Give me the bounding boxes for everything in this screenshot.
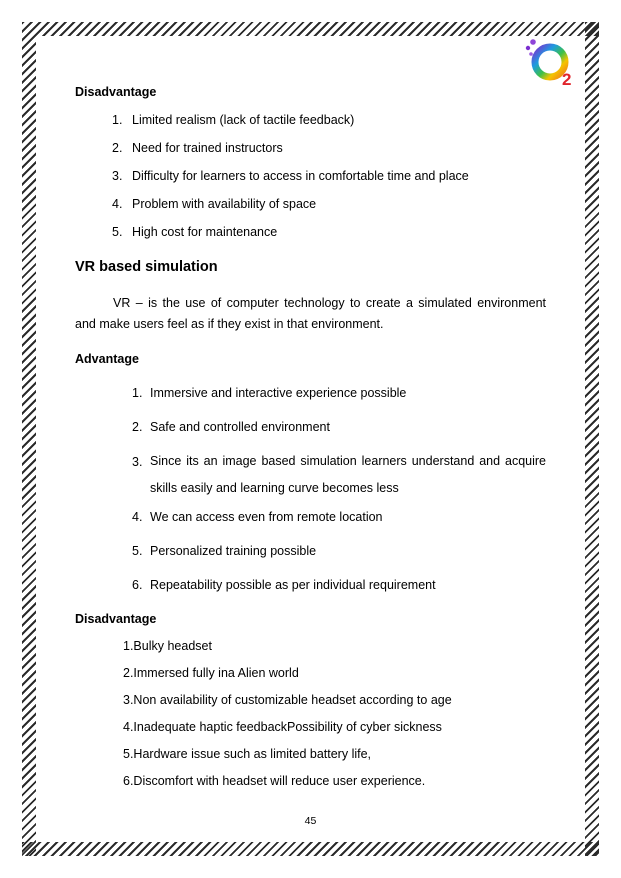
- page-border-bottom: [22, 842, 599, 856]
- advantage-heading: Advantage: [75, 352, 139, 366]
- list-number: 2.: [112, 141, 123, 155]
- intro-paragraph: VR – is the use of computer technology to create a simulated environment and make users feel as if they exist in that environment.: [75, 296, 546, 331]
- list-item: Problem with availability of space: [132, 197, 317, 211]
- list-item: Limited realism (lack of tactile feedback): [132, 113, 355, 127]
- list-number: 1.: [132, 386, 143, 400]
- list-number: 1.: [112, 113, 123, 127]
- list-item: High cost for maintenance: [132, 225, 278, 239]
- list-item: Immersive and interactive experience possible: [150, 386, 407, 400]
- list-item: 2.Immersed fully ina Alien world: [123, 666, 299, 680]
- page-border-left: [22, 22, 36, 856]
- section-title: VR based simulation: [75, 259, 218, 275]
- o2-logo-icon: [524, 38, 578, 88]
- list-number: 3.: [132, 455, 143, 469]
- list-number: 4.: [132, 510, 143, 524]
- list-item: 5.Hardware issue such as limited battery life,: [123, 747, 372, 761]
- list-number: 5.: [132, 544, 143, 558]
- list-number: 3.: [112, 169, 123, 183]
- page-border-right: [585, 22, 599, 856]
- disadvantage-heading: Disadvantage: [75, 85, 157, 99]
- page-number: 45: [304, 815, 317, 827]
- list-item: Repeatability possible as per individual requirement: [150, 578, 436, 592]
- list-item: Difficulty for learners to access in comfortable time and place: [132, 169, 469, 183]
- list-item: We can access even from remote location: [150, 510, 383, 524]
- disadvantage-heading: Disadvantage: [75, 612, 157, 626]
- page-border-top: [22, 22, 599, 36]
- list-item: 1.Bulky headset: [123, 639, 212, 653]
- list-number: 4.: [112, 197, 123, 211]
- list-number: 5.: [112, 225, 123, 239]
- list-item: 6.Discomfort with headset will reduce user experience.: [123, 774, 426, 788]
- list-item: 4.Inadequate haptic feedbackPossibility of cyber sickness: [123, 720, 442, 734]
- svg-text:2: 2: [562, 70, 572, 88]
- list-item: Need for trained instructors: [132, 141, 283, 155]
- list-item: Since its an image based simulation learners understand and acquire skills easily and learning curve becomes less: [150, 454, 546, 495]
- list-number: 6.: [132, 578, 143, 592]
- list-item: Personalized training possible: [150, 544, 317, 558]
- list-item: 3.Non availability of customizable headset according to age: [123, 693, 452, 707]
- list-number: 2.: [132, 420, 143, 434]
- list-item: Safe and controlled environment: [150, 420, 330, 434]
